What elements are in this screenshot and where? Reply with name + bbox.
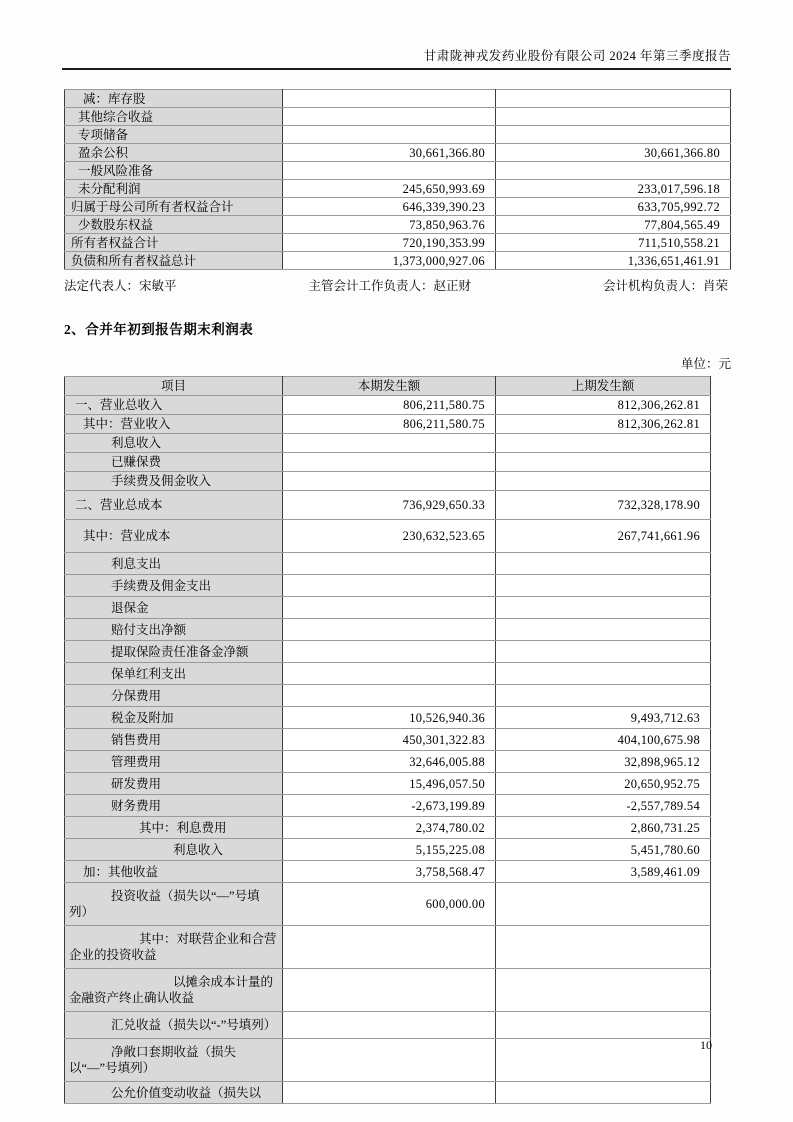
row-label: 销售费用 <box>65 729 283 751</box>
row-label: 一、营业总收入 <box>65 396 283 415</box>
table-row <box>65 126 731 144</box>
prior-period-value: -2,557,789.54 <box>496 795 711 817</box>
row-label: 手续费及佣金支出 <box>65 575 283 597</box>
table-row <box>65 216 731 234</box>
table-row <box>65 729 711 751</box>
prior-period-value: 32,898,965.12 <box>496 751 711 773</box>
column-header-prior-period: 上期发生额 <box>496 377 711 396</box>
prior-period-value <box>496 453 711 472</box>
prior-period-value: 77,804,565.49 <box>496 216 731 234</box>
prior-period-value <box>496 126 731 144</box>
current-period-value: 2,374,780.02 <box>283 817 496 839</box>
table-row <box>65 1012 711 1039</box>
table-row <box>65 108 731 126</box>
current-period-value <box>283 162 496 180</box>
table-row <box>65 1082 711 1104</box>
prior-period-value <box>496 575 711 597</box>
income-table-body <box>65 377 711 1104</box>
row-label: 其中：利息费用 <box>65 817 283 839</box>
prior-period-value <box>496 434 711 453</box>
row-label: 减：库存股 <box>65 90 283 108</box>
row-label: 已赚保费 <box>65 453 283 472</box>
table-row <box>65 90 731 108</box>
unit-label: 单位：元 <box>680 357 731 371</box>
current-period-value <box>283 1039 496 1082</box>
current-period-value <box>283 90 496 108</box>
current-period-value: 73,850,963.76 <box>283 216 496 234</box>
prior-period-value <box>496 685 711 707</box>
table-row <box>65 641 711 663</box>
column-header-current-period: 本期发生额 <box>283 377 496 396</box>
report-header-title: 甘肃陇神戎发药业股份有限公司 2024 年第三季度报告 <box>423 49 731 63</box>
table-row <box>65 180 731 198</box>
current-period-value <box>283 108 496 126</box>
row-label: 归属于母公司所有者权益合计 <box>65 198 283 216</box>
prior-period-value <box>496 619 711 641</box>
current-period-value: 15,496,057.50 <box>283 773 496 795</box>
row-label: 保单红利支出 <box>65 663 283 685</box>
current-period-value: 600,000.00 <box>283 883 496 926</box>
row-label: 二、营业总成本 <box>65 491 283 520</box>
prior-period-value: 5,451,780.60 <box>496 839 711 861</box>
table-row <box>65 795 711 817</box>
row-label: 利息收入 <box>65 434 283 453</box>
prior-period-value <box>496 597 711 619</box>
row-label: 专项储备 <box>65 126 283 144</box>
prior-period-value <box>496 663 711 685</box>
prior-period-value <box>496 969 711 1012</box>
equity-table <box>64 89 731 270</box>
income-statement-table <box>64 376 711 1104</box>
row-label: 公允价值变动收益（损失以 <box>65 1082 283 1104</box>
row-label: 赔付支出净额 <box>65 619 283 641</box>
current-period-value <box>283 641 496 663</box>
current-period-value <box>283 619 496 641</box>
income-table-header-row <box>65 377 711 396</box>
table-row <box>65 472 711 491</box>
current-period-value: 3,758,568.47 <box>283 861 496 883</box>
prior-period-value <box>496 162 731 180</box>
current-period-value <box>283 969 496 1012</box>
table-row <box>65 520 711 553</box>
prior-period-value: 711,510,558.21 <box>496 234 731 252</box>
accounting-department-head: 会计机构负责人：肖荣 <box>602 279 728 293</box>
prior-period-value <box>496 641 711 663</box>
table-row <box>65 773 711 795</box>
section-title: 2、合并年初到报告期末利润表 <box>64 322 254 337</box>
row-label: 负债和所有者权益总计 <box>65 252 283 270</box>
table-row <box>65 415 711 434</box>
prior-period-value <box>496 883 711 926</box>
current-period-value <box>283 126 496 144</box>
current-period-value <box>283 685 496 707</box>
prior-period-value: 2,860,731.25 <box>496 817 711 839</box>
page-number: 10 <box>700 1038 712 1052</box>
row-label: 所有者权益合计 <box>65 234 283 252</box>
prior-period-value: 9,493,712.63 <box>496 707 711 729</box>
row-label: 分保费用 <box>65 685 283 707</box>
table-row <box>65 252 731 270</box>
table-row <box>65 453 711 472</box>
header-divider <box>62 68 731 70</box>
table-row <box>65 839 711 861</box>
row-label: 加：其他收益 <box>65 861 283 883</box>
prior-period-value <box>496 108 731 126</box>
current-period-value <box>283 472 496 491</box>
current-period-value: 720,190,353.99 <box>283 234 496 252</box>
table-row <box>65 491 711 520</box>
prior-period-value: 20,650,952.75 <box>496 773 711 795</box>
row-label: 手续费及佣金收入 <box>65 472 283 491</box>
prior-period-value: 633,705,992.72 <box>496 198 731 216</box>
table-row <box>65 707 711 729</box>
prior-period-value <box>496 1082 711 1104</box>
prior-period-value: 812,306,262.81 <box>496 415 711 434</box>
current-period-value: 30,661,366.80 <box>283 144 496 162</box>
current-period-value <box>283 1082 496 1104</box>
current-period-value: 1,373,000,927.06 <box>283 252 496 270</box>
table-row <box>65 144 731 162</box>
table-row <box>65 597 711 619</box>
row-label: 少数股东权益 <box>65 216 283 234</box>
prior-period-value <box>496 1039 711 1082</box>
current-period-value <box>283 597 496 619</box>
table-row <box>65 751 711 773</box>
row-label: 以摊余成本计量的金融资产终止确认收益 <box>65 969 283 1012</box>
table-row <box>65 926 711 969</box>
prior-period-value <box>496 1012 711 1039</box>
prior-period-value: 233,017,596.18 <box>496 180 731 198</box>
row-label: 其中：对联营企业和合营企业的投资收益 <box>65 926 283 969</box>
current-period-value: 646,339,390.23 <box>283 198 496 216</box>
current-period-value <box>283 434 496 453</box>
current-period-value: -2,673,199.89 <box>283 795 496 817</box>
current-period-value <box>283 553 496 575</box>
row-label: 其中：营业成本 <box>65 520 283 553</box>
prior-period-value: 404,100,675.98 <box>496 729 711 751</box>
current-period-value: 230,632,523.65 <box>283 520 496 553</box>
prior-period-value: 3,589,461.09 <box>496 861 711 883</box>
row-label: 管理费用 <box>65 751 283 773</box>
current-period-value <box>283 453 496 472</box>
current-period-value: 450,301,322.83 <box>283 729 496 751</box>
row-label: 一般风险准备 <box>65 162 283 180</box>
current-period-value: 32,646,005.88 <box>283 751 496 773</box>
row-label: 退保金 <box>65 597 283 619</box>
table-row <box>65 1039 711 1082</box>
row-label: 其中：营业收入 <box>65 415 283 434</box>
row-label: 未分配利润 <box>65 180 283 198</box>
table-row <box>65 969 711 1012</box>
table-row <box>65 396 711 415</box>
prior-period-value: 1,336,651,461.91 <box>496 252 731 270</box>
row-label: 利息收入 <box>65 839 283 861</box>
current-period-value: 736,929,650.33 <box>283 491 496 520</box>
current-period-value: 806,211,580.75 <box>283 396 496 415</box>
current-period-value <box>283 575 496 597</box>
table-row <box>65 817 711 839</box>
equity-table-body <box>65 90 731 270</box>
current-period-value: 5,155,225.08 <box>283 839 496 861</box>
table-row <box>65 234 731 252</box>
table-row <box>65 663 711 685</box>
row-label: 投资收益（损失以“—”号填列） <box>65 883 283 926</box>
current-period-value <box>283 926 496 969</box>
table-row <box>65 575 711 597</box>
row-label: 利息支出 <box>65 553 283 575</box>
table-row <box>65 619 711 641</box>
table-row <box>65 861 711 883</box>
current-period-value: 10,526,940.36 <box>283 707 496 729</box>
current-period-value <box>283 1012 496 1039</box>
column-header-item: 项目 <box>65 377 283 396</box>
prior-period-value: 30,661,366.80 <box>496 144 731 162</box>
row-label: 净敞口套期收益（损失以“—”号填列） <box>65 1039 283 1082</box>
table-row <box>65 434 711 453</box>
legal-representative: 法定代表人：宋敏平 <box>64 279 177 293</box>
row-label: 税金及附加 <box>65 707 283 729</box>
row-label: 研发费用 <box>65 773 283 795</box>
table-row <box>65 685 711 707</box>
current-period-value: 806,211,580.75 <box>283 415 496 434</box>
row-label: 盈余公积 <box>65 144 283 162</box>
prior-period-value <box>496 926 711 969</box>
row-label: 财务费用 <box>65 795 283 817</box>
prior-period-value <box>496 553 711 575</box>
table-row <box>65 162 731 180</box>
chief-accounting-officer: 主管会计工作负责人：赵正财 <box>308 279 471 293</box>
prior-period-value: 267,741,661.96 <box>496 520 711 553</box>
prior-period-value: 812,306,262.81 <box>496 396 711 415</box>
row-label: 提取保险责任准备金净额 <box>65 641 283 663</box>
prior-period-value: 732,328,178.90 <box>496 491 711 520</box>
prior-period-value <box>496 472 711 491</box>
prior-period-value <box>496 90 731 108</box>
current-period-value <box>283 663 496 685</box>
table-row <box>65 553 711 575</box>
current-period-value: 245,650,993.69 <box>283 180 496 198</box>
row-label: 汇兑收益（损失以“-”号填列） <box>65 1012 283 1039</box>
row-label: 其他综合收益 <box>65 108 283 126</box>
table-row <box>65 198 731 216</box>
table-row <box>65 883 711 926</box>
signature-line <box>64 278 728 294</box>
